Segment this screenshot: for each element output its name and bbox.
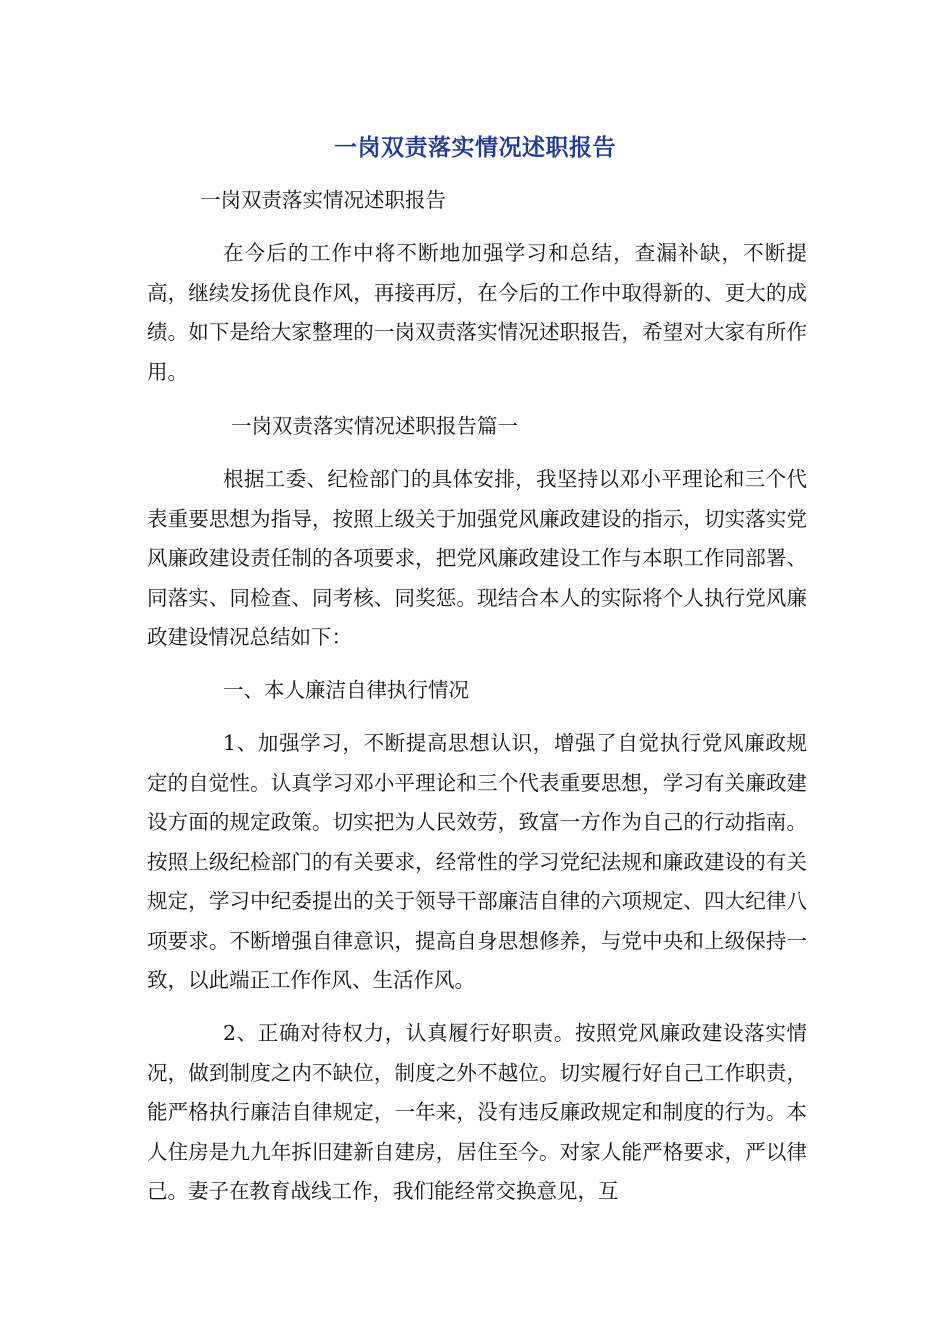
intro-paragraph: 在今后的工作中将不断地加强学习和总结，查漏补缺，不断提高，继续发扬优良作风，再接再厉，在今后的工作中取得新的、更大的成绩。如下是给大家整理的一岗双责落实情况述职报告，希望对大家有所作用。 [147, 241, 807, 384]
body-paragraph-1: 根据工委、纪检部门的具体安排，我坚持以邓小平理论和三个代表重要思想为指导，按照上级关于加强党风廉政建设的指示，切实落实党风廉政建设责任制的各项要求，把党风廉政建设工作与本职工作同部署、同落实、同检查、同考核、同奖惩。现结合本人的实际将个人执行党风廉政建设情况总结如下： [147, 467, 807, 649]
heading-integrity: 一、本人廉洁自律执行情况 [223, 678, 469, 702]
item-paragraph-2: 2、正确对待权力，认真履行好职责。按照党风廉政建设落实情况，做到制度之内不缺位，制度之外不越位。切实履行好自己工作职责，能严格执行廉洁自律规定，一年来，没有违反廉政规定和制度的行为。本人住房是九九年拆旧建新自建房，居住至今。对家人能严格要求，严以律己。妻子在教育战线工作，我们能经常交换意见，互 [147, 1021, 807, 1203]
document-title: 一岗双责落实情况述职报告 [334, 135, 616, 161]
section-title: 一岗双责落实情况述职报告篇一 [231, 414, 518, 438]
document-subtitle: 一岗双责落实情况述职报告 [200, 188, 446, 212]
item-paragraph-1: 1、加强学习，不断提高思想认识，增强了自觉执行党风廉政规定的自觉性。认真学习邓小平理论和三个代表重要思想，学习有关廉政建设方面的规定政策。切实把为人民效劳，致富一方作为自己的行动指南。按照上级纪检部门的有关要求，经常性的学习党纪法规和廉政建设的有关规定，学习中纪委提出的关于领导干部廉洁自律的六项规定、四大纪律八项要求。不断增强自律意识，提高自身思想修养，与党中央和上级保持一致，以此端正工作作风、生活作风。 [147, 731, 807, 992]
